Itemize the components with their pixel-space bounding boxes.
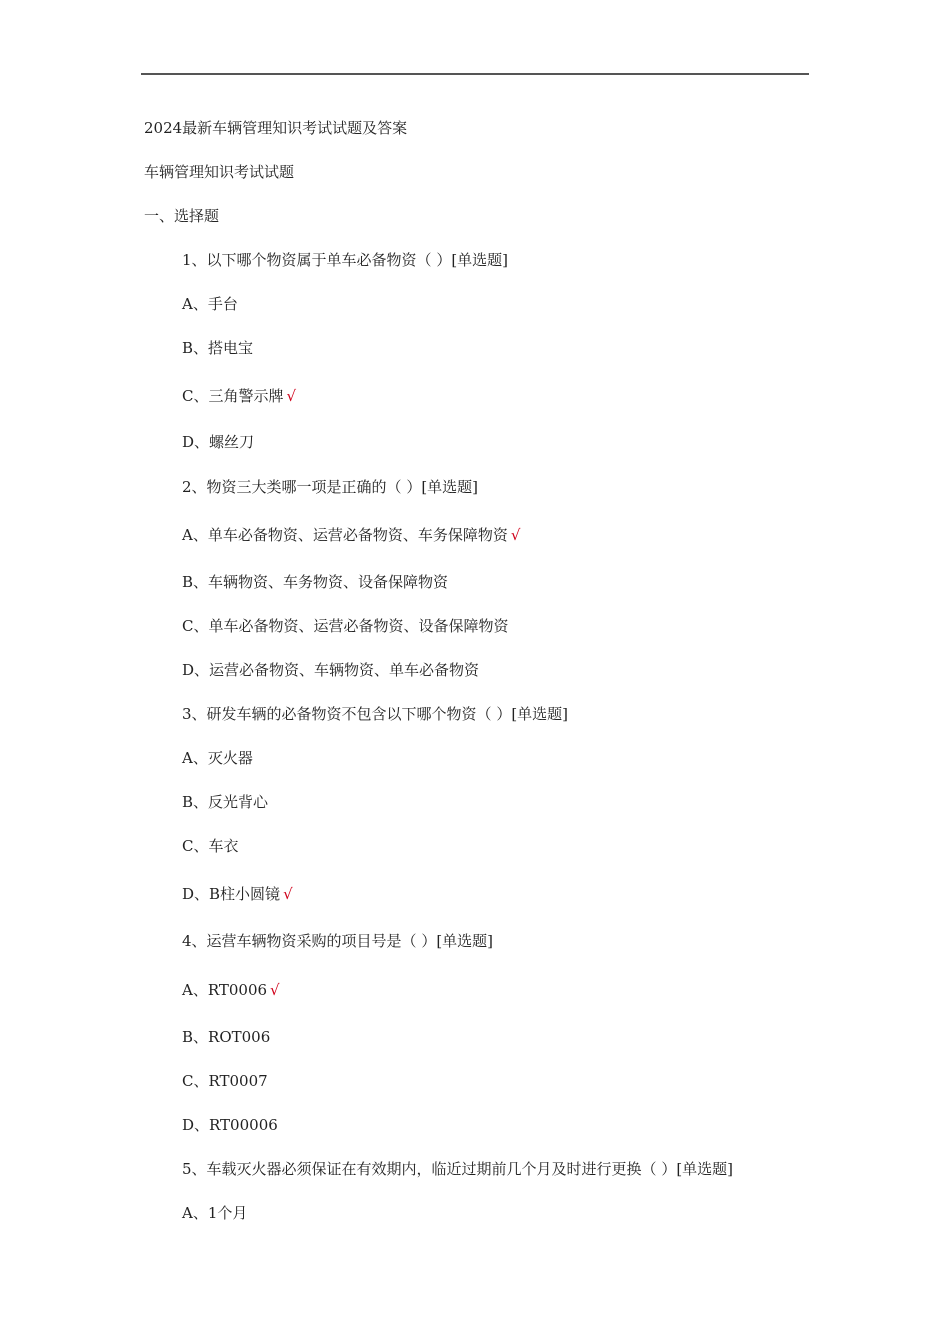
- q1-option-b: B、搭电宝: [182, 339, 254, 357]
- correct-check-icon: √: [286, 387, 297, 405]
- q4-option-b: B、ROT006: [182, 1028, 271, 1046]
- q3-option-a: A、灭火器: [182, 749, 253, 767]
- option-text: D、B柱小圆镜: [182, 885, 281, 903]
- document-title: 2024最新车辆管理知识考试试题及答案: [144, 119, 408, 137]
- q4-option-c: C、RT0007: [182, 1072, 268, 1090]
- correct-check-icon: √: [270, 981, 280, 999]
- q4-option-d: D、RT00006: [182, 1116, 278, 1134]
- q2-option-d: D、运营必备物资、车辆物资、单车必备物资: [182, 661, 480, 679]
- correct-check-icon: √: [283, 885, 293, 903]
- q2-option-b: B、车辆物资、车务物资、设备保障物资: [182, 573, 449, 591]
- q1-option-c: [182, 386, 296, 406]
- q3-option-b: B、反光背心: [182, 793, 269, 811]
- q4-option-a: [182, 980, 280, 1000]
- q2-option-a: [182, 525, 520, 545]
- section-heading: 一、选择题: [144, 207, 220, 225]
- q3-option-d: [182, 884, 293, 904]
- question-2: 2、物资三大类哪一项是正确的（ ）[单选题]: [182, 478, 479, 496]
- correct-check-icon: √: [510, 526, 521, 544]
- q3-option-c: C、车衣: [182, 837, 239, 855]
- section-subtitle: 车辆管理知识考试试题: [144, 163, 295, 181]
- option-text: A、单车必备物资、运营必备物资、车务保障物资: [182, 526, 508, 544]
- header-rule: [141, 73, 809, 75]
- q1-option-a: A、手台: [182, 295, 238, 313]
- option-text: C、三角警示牌: [182, 387, 284, 405]
- option-text: A、RT0006: [182, 981, 268, 999]
- q2-option-c: C、单车必备物资、运营必备物资、设备保障物资: [182, 617, 509, 635]
- question-3: 3、研发车辆的必备物资不包含以下哪个物资（ ）[单选题]: [182, 705, 569, 723]
- q1-option-d: D、螺丝刀: [182, 433, 255, 451]
- question-5: 5、车载灭火器必须保证在有效期内，临近过期前几个月及时进行更换（ ）[单选题]: [182, 1160, 734, 1178]
- question-1: 1、以下哪个物资属于单车必备物资（ ）[单选题]: [182, 251, 509, 269]
- q5-option-a: A、1个月: [182, 1204, 248, 1222]
- question-4: 4、运营车辆物资采购的项目号是（ ）[单选题]: [182, 932, 494, 950]
